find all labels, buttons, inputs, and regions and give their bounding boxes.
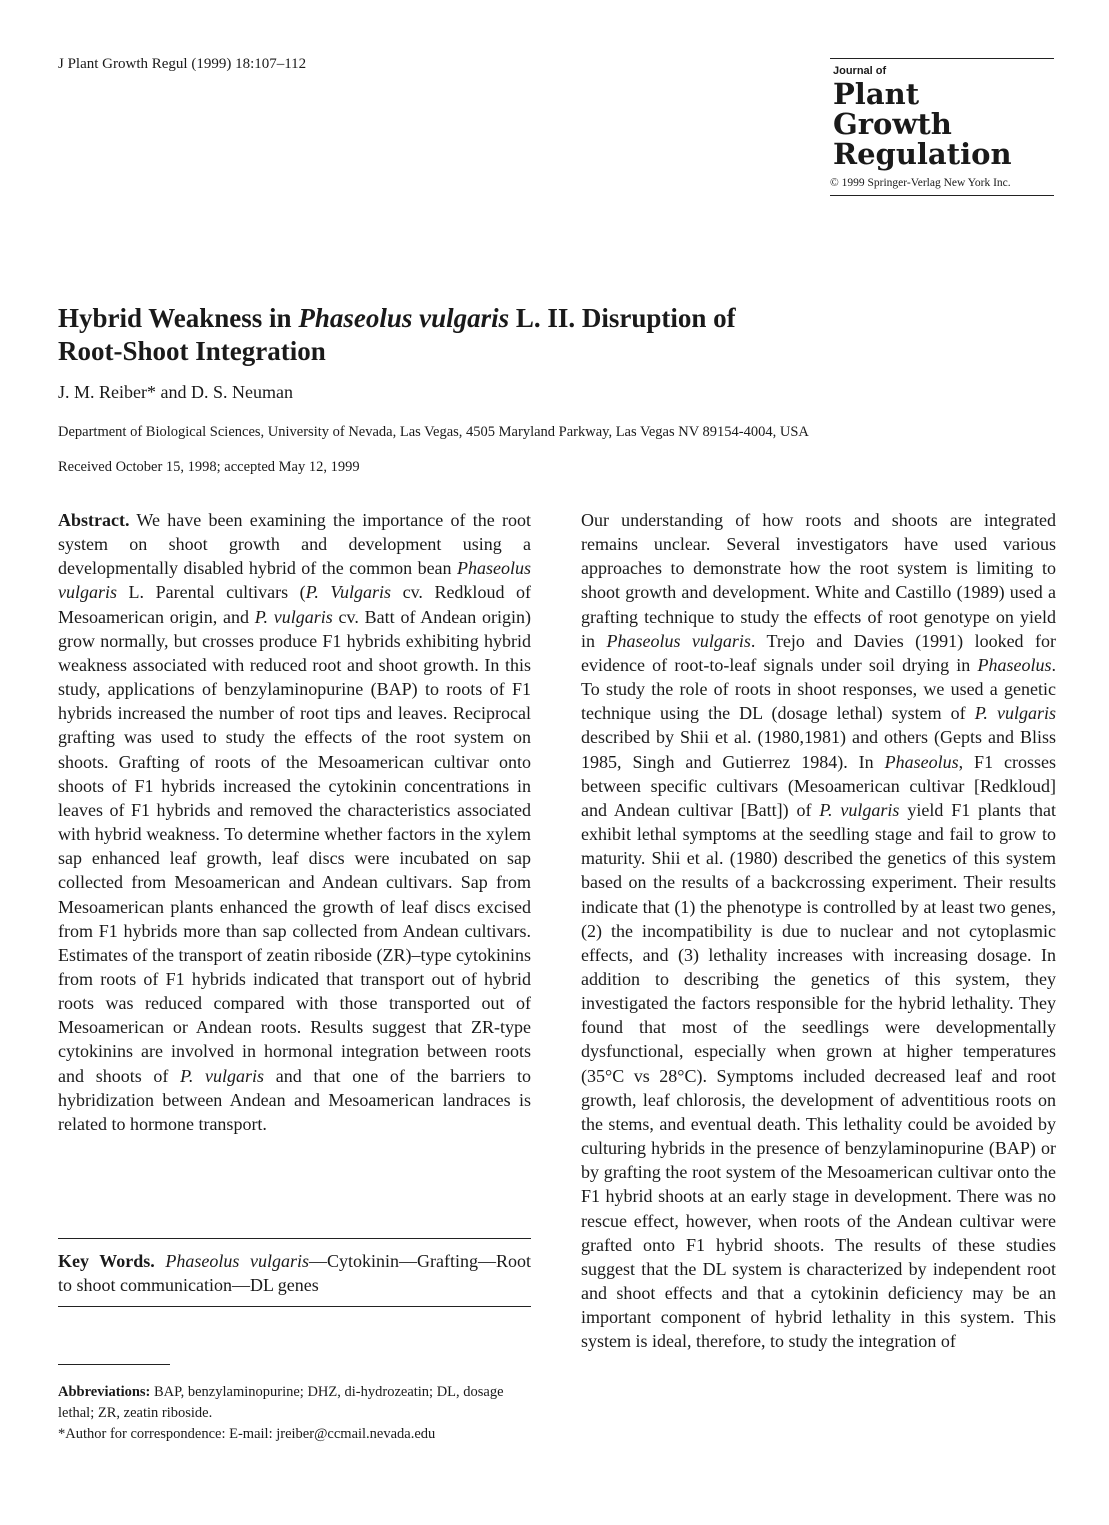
abstract-text: cv. Batt of Andean origin) grow normally, but crosses produce F1 hybrids exhibiting hybrid weakness associated with reduced root and shoot growth. In this study, applications of benzylaminopurine (BAP) to roots of F1 hybrids increased the number of root tips and leaves. Reciprocal grafting was used to study the effects of the root system on shoots. Grafting of roots of the Mesoamerican cultivar onto shoots of F1 hybrids increased the cytokinin concentrations in leaves of F1 hybrids and removed the characteristics associated with hybrid weakness. To determine whether factors in the xylem sap enhanced leaf growth, leaf discs were incubated on sap collected from Mesoamerican and Andean cultivars. Sap from Mesoamerican plants enhanced the growth of leaf discs excised from F1 hybrids more than sap collected from Andean cultivars. Estimates of the transport of zeatin riboside (ZR)–type cytokinins from roots of F1 hybrids indicated that transport out of hybrid roots was reduced compared with those transported out of Mesoamerican or Andean roots. Results suggest that ZR-type cytokinins are involved in hormonal integration between roots and shoots of xyxy=(58,606,531,1086)
body-text: . Trejo and Davies (1991) looked for evidence of root-to-leaf signals under soil drying in xyxy=(581,630,1056,675)
received-dates: Received October 15, 1998; accepted May 12, 1999 xyxy=(58,459,360,475)
abstract-italic: Phaseolus vulgaris xyxy=(58,558,531,603)
body-italic: Phaseolus xyxy=(977,654,1052,675)
logo-line-2: Growth xyxy=(833,107,952,141)
logo-prefix: Journal of xyxy=(833,65,887,77)
title-species: Phaseolus vulgaris xyxy=(298,303,510,333)
journal-citation: J Plant Growth Regul (1999) 18:107–112 xyxy=(58,56,307,72)
body-text: described by Shii et al. (1980,1981) and others (Gepts and Bliss 1985, Singh and Gutierrez 1984). In xyxy=(581,727,1056,772)
title-text-1: Hybrid Weakness in xyxy=(58,303,299,333)
affiliation: Department of Biological Sciences, University of Nevada, Las Vegas, 4505 Maryland Parkway, Las Vegas NV 89154-4004, USA xyxy=(58,424,809,440)
abstract xyxy=(58,508,531,1136)
keywords-top-rule xyxy=(58,1238,531,1239)
authors: J. M. Reiber* and D. S. Neuman xyxy=(58,382,293,402)
article-title xyxy=(58,302,858,368)
abstract-label: Abstract. xyxy=(58,510,130,530)
title-text-2: L. II. Disruption of xyxy=(509,303,736,333)
abstract-italic: P. vulgaris xyxy=(180,1065,265,1086)
abbreviations-footnote xyxy=(58,1382,531,1424)
logo-line-1: Plant xyxy=(833,77,920,111)
footnotes xyxy=(58,1382,531,1445)
logo-line-3: Regulation xyxy=(833,137,1012,171)
keywords-species: Phaseolus vulgaris xyxy=(154,1251,309,1271)
body-text: . To study the role of roots in shoot responses, we used a genetic technique using the DL (dosage lethal) system of xyxy=(581,654,1056,724)
footnote-rule xyxy=(58,1364,170,1365)
keywords xyxy=(58,1249,531,1297)
abbreviations-label: Abbreviations: xyxy=(58,1384,151,1400)
keywords-label: Key Words. xyxy=(58,1251,155,1271)
abbreviations-text: BAP, benzylaminopurine; DHZ, di-hydrozeatin; DL, dosage lethal; ZR, zeatin riboside. xyxy=(58,1384,504,1421)
correspondence-footnote: *Author for correspondence: E-mail: jreiber@ccmail.nevada.edu xyxy=(58,1426,436,1442)
title-line-2: Root-Shoot Integration xyxy=(58,336,326,366)
abstract-text: L. Parental cultivars ( xyxy=(117,582,306,603)
abstract-text: cv. Redkloud of Mesoamerican origin, and xyxy=(58,582,531,627)
body-text: yield F1 plants that exhibit lethal symptoms at the seedling stage and fail to grow to maturity. Shii et al. (1980) described the genetics of this system based on the results of a backcrossing experiment. Their results indicate that (1) the phenotype is controlled by at least two genes, (2) the incompatibility is due to nuclear and not cytoplasmic effects, and (3) lethality increases with increasing dosage. In addition to describing the genetics of this system, they investigated the factors responsible for the hybrid lethality. They found that most of the seedlings were developmentally dysfunctional, especially when grown at higher temperatures (35°C vs 28°C). Symptoms included decreased leaf and root growth, leaf chlorosis, the development of adventitious roots on the stems, and eventual death. This lethality could be avoided by culturing hybrids in the presence of benzylaminopurine (BAP) or by grafting the root system of the Mesoamerican cultivar onto the F1 hybrid shoots at an early stage in development. There was no rescue effect, however, when roots of the Andean cultivar were grafted onto F1 hybrid shoots. The results of these studies suggest that the DL system is characterized by independent root and shoot effects and that a cytokinin deficiency may be an important component of hybrid lethality in this system. This system is ideal, therefore, to study the integration of xyxy=(581,799,1056,1352)
body-text: Our understanding of how roots and shoots are integrated remains unclear. Several investigators have used various approaches to demonstrate how the root system is limiting to shoot growth and development. White and Castillo (1989) used a grafting technique to study the effects of root genotype on yield in xyxy=(581,510,1056,651)
abstract-italic: P. Vulgaris xyxy=(305,582,392,603)
abstract-text: We have been examining the importance of the root system on shoot growth and development using a developmentally disabled hybrid of the common bean xyxy=(58,510,531,579)
body-italic: Phaseolus xyxy=(884,751,959,772)
keywords-list: —Cytokinin—Grafting—Root to shoot communication—DL genes xyxy=(58,1251,531,1295)
abstract-text: and that one of the barriers to hybridization between Andean and Mesoamerican landraces is related to hormone transport. xyxy=(58,1065,532,1134)
abstract-italic: P. vulgaris xyxy=(254,606,333,627)
introduction-body xyxy=(581,508,1056,1353)
keywords-bottom-rule xyxy=(58,1306,531,1307)
copyright-notice: © 1999 Springer-Verlag New York Inc. xyxy=(830,177,1011,189)
body-italic: P. vulgaris xyxy=(819,799,900,820)
body-italic: P. vulgaris xyxy=(974,703,1056,724)
journal-logo xyxy=(830,58,1054,196)
body-text: , F1 crosses between specific cultivars (Mesoamerican cultivar [Redkloud] and Andean cultivar [Batt]) of xyxy=(581,751,1056,820)
body-italic: Phaseolus vulgaris xyxy=(606,630,751,651)
